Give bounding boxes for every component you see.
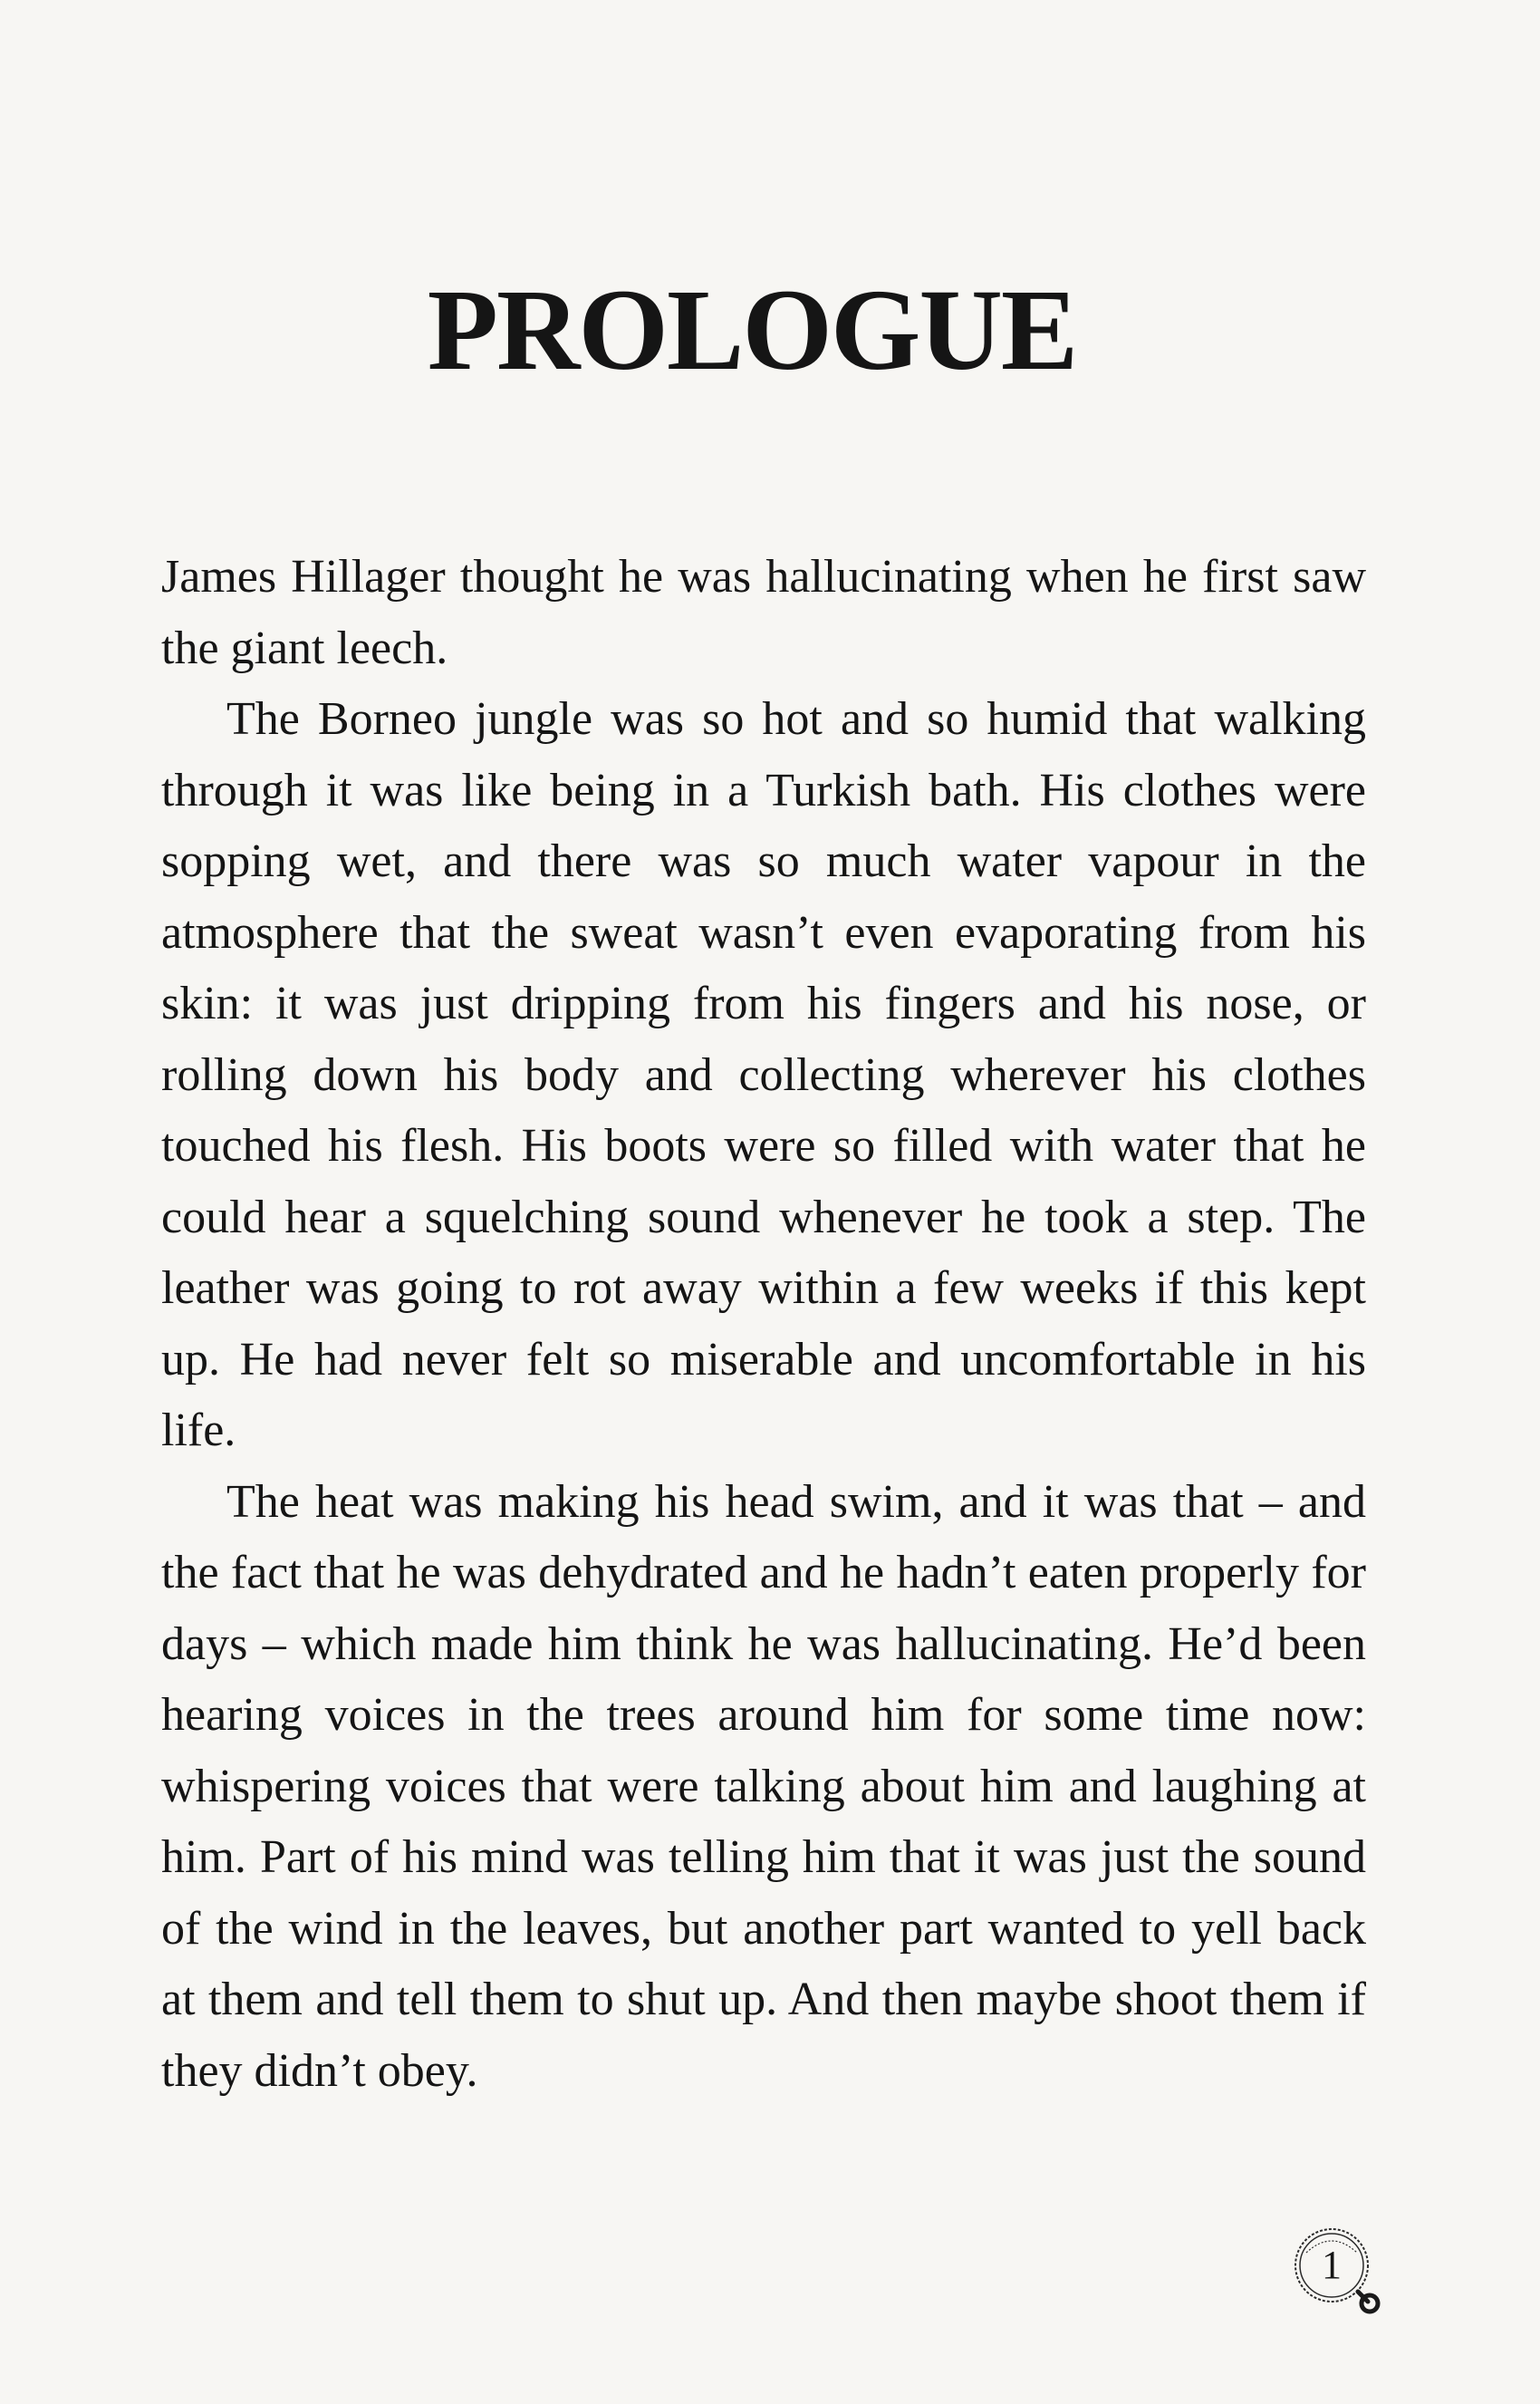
page-number: 1 bbox=[1322, 2243, 1342, 2287]
paragraph-3: The heat was making his head swim, and it was that – and the fact that he was dehydrated and he hadn’t eaten properly for days – which made him think he was hallucinating. He’d been hearing voices in the trees around him for some time now: whispering voices that were talking about him and laughing at him. Part of his mind was telling him that it was just the sound of the wind in the leaves, but another part wanted to yell back at them and tell them to shut up. And then maybe shoot them if they didn’t obey. bbox=[161, 1475, 1366, 2097]
page-number-badge bbox=[1286, 2220, 1386, 2320]
chapter-title: PROLOGUE bbox=[427, 266, 1077, 394]
paragraph-1: James Hillager thought he was hallucinating when he first saw the giant leech. bbox=[161, 551, 1366, 674]
paragraph-2: The Borneo jungle was so hot and so humid that walking through it was like being in a Turkish bath. His clothes were sopping wet, and there was so much water vapour in the atmosphere that the sweat wasn’t even evaporating from his skin: it was just dripping from his fingers and his nose, or rolling down his body and collecting wherever his clothes touched his flesh. His boots were so filled with water that he could hear a squelching sound whenever he took a step. The leather was going to rot away within a few weeks if this kept up. He had never felt so miserable and uncomfortable in his life. bbox=[161, 693, 1366, 1456]
chapter-body bbox=[161, 542, 1366, 2107]
